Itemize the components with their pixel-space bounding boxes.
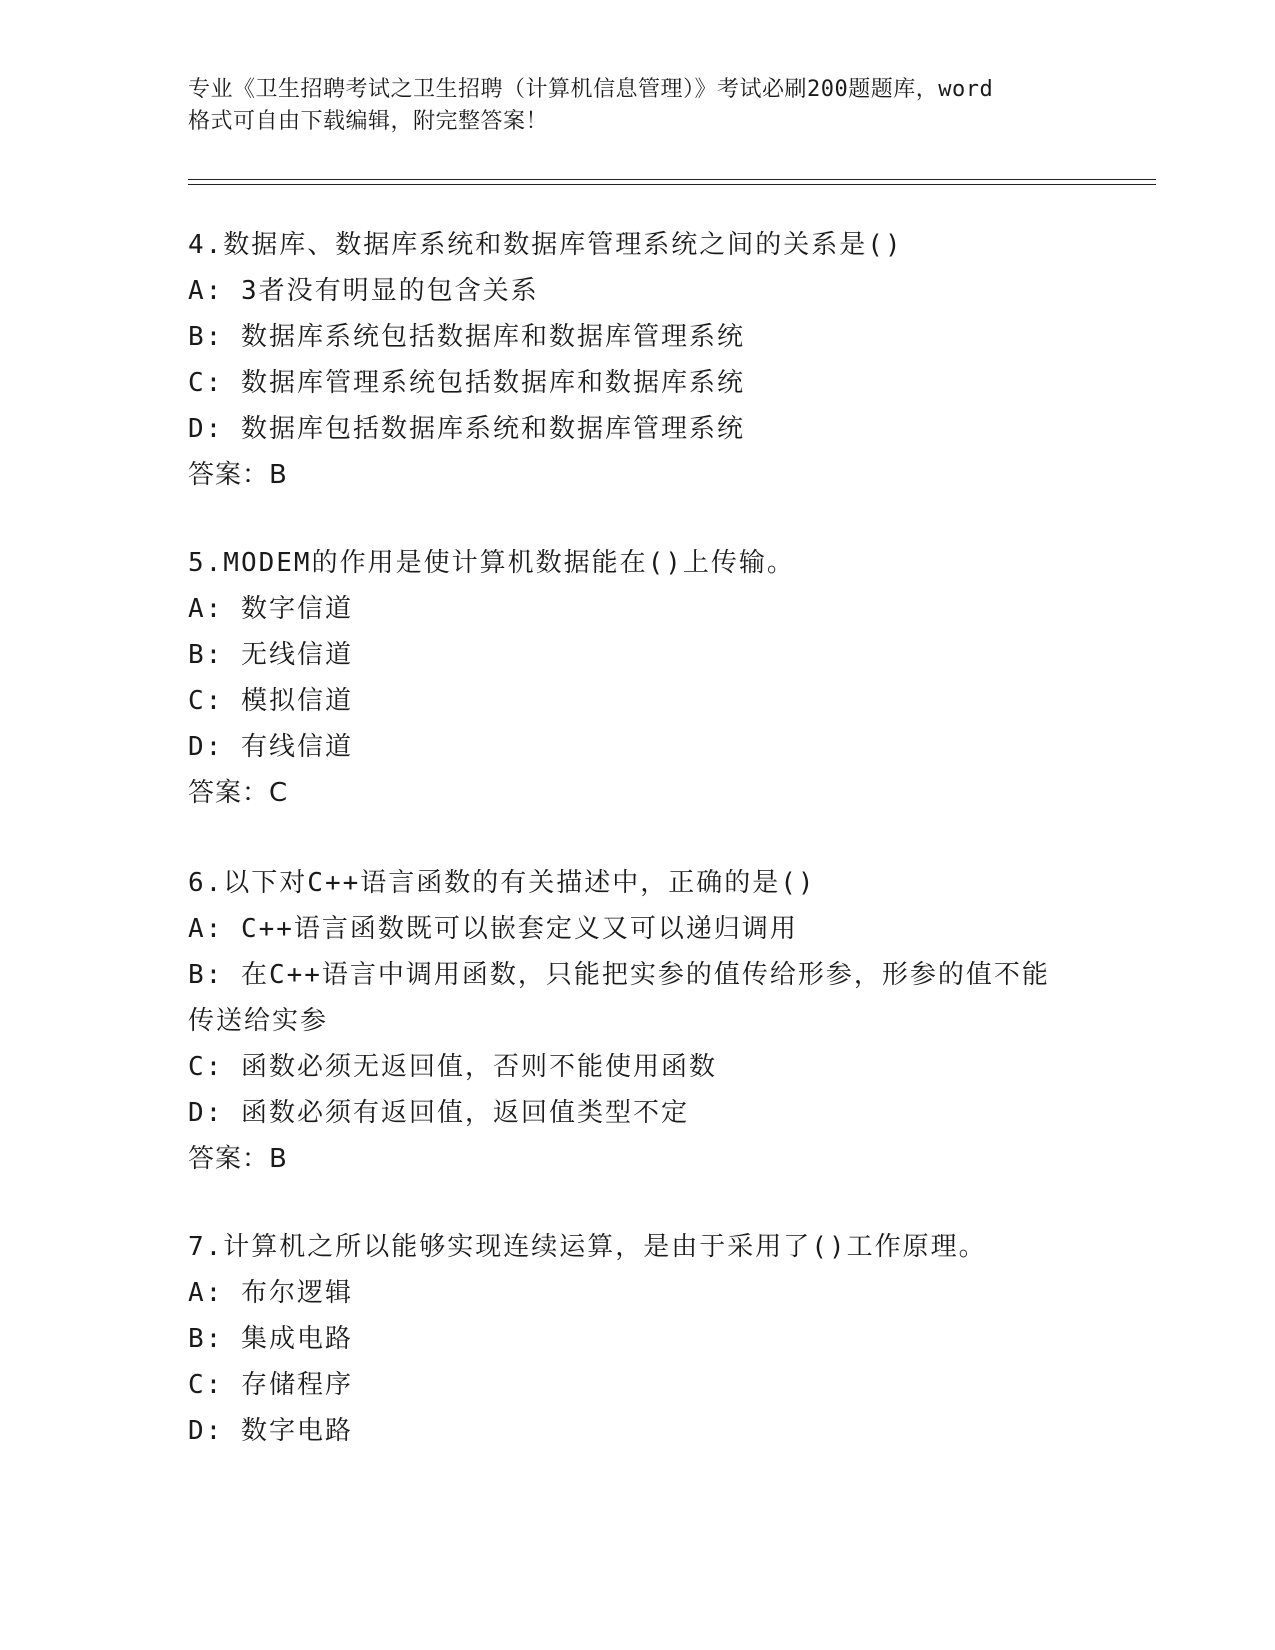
- option-d: D: 数字电路: [188, 1416, 353, 1446]
- answer-line: 答案：B: [188, 1144, 288, 1174]
- question-4: [188, 222, 1088, 498]
- option-c: C: 存储程序: [188, 1370, 353, 1400]
- header-line-2: 格式可自由下载编辑，附完整答案！: [188, 109, 549, 134]
- document-header: [188, 74, 1088, 138]
- option-b: B: 在C++语言中调用函数，只能把实参的值传给形参，形参的值不能传送给实参: [188, 960, 1050, 1036]
- option-d: D: 数据库包括数据库系统和数据库管理系统: [188, 414, 745, 444]
- answer-line: 答案：B: [188, 460, 288, 490]
- answer-line: 答案：C: [188, 778, 289, 808]
- question-5: [188, 540, 1088, 816]
- header-divider-bottom: [188, 184, 1156, 185]
- option-c: C: 数据库管理系统包括数据库和数据库系统: [188, 368, 745, 398]
- option-c: C: 函数必须无返回值，否则不能使用函数: [188, 1052, 717, 1082]
- header-line-1: 专业《卫生招聘考试之卫生招聘（计算机信息管理）》考试必刷200题题库，word: [188, 77, 994, 102]
- option-a: A: 布尔逻辑: [188, 1278, 353, 1308]
- question-6: [188, 860, 1088, 1182]
- question-7: [188, 1224, 1088, 1454]
- question-stem: 5.MODEM的作用是使计算机数据能在()上传输。: [188, 548, 795, 578]
- option-a: A: 3者没有明显的包含关系: [188, 276, 539, 306]
- question-stem: 4.数据库、数据库系统和数据库管理系统之间的关系是(): [188, 230, 903, 260]
- option-d: D: 函数必须有返回值，返回值类型不定: [188, 1098, 689, 1128]
- option-d: D: 有线信道: [188, 732, 353, 762]
- question-stem: 6.以下对C++语言函数的有关描述中，正确的是(): [188, 868, 816, 898]
- option-a: A: 数字信道: [188, 594, 353, 624]
- question-stem: 7.计算机之所以能够实现连续运算，是由于采用了()工作原理。: [188, 1232, 987, 1262]
- option-b: B: 集成电路: [188, 1324, 353, 1354]
- option-b: B: 无线信道: [188, 640, 353, 670]
- option-a: A: C++语言函数既可以嵌套定义又可以递归调用: [188, 914, 798, 944]
- option-b: B: 数据库系统包括数据库和数据库管理系统: [188, 322, 745, 352]
- header-divider-top: [188, 179, 1156, 180]
- option-c: C: 模拟信道: [188, 686, 353, 716]
